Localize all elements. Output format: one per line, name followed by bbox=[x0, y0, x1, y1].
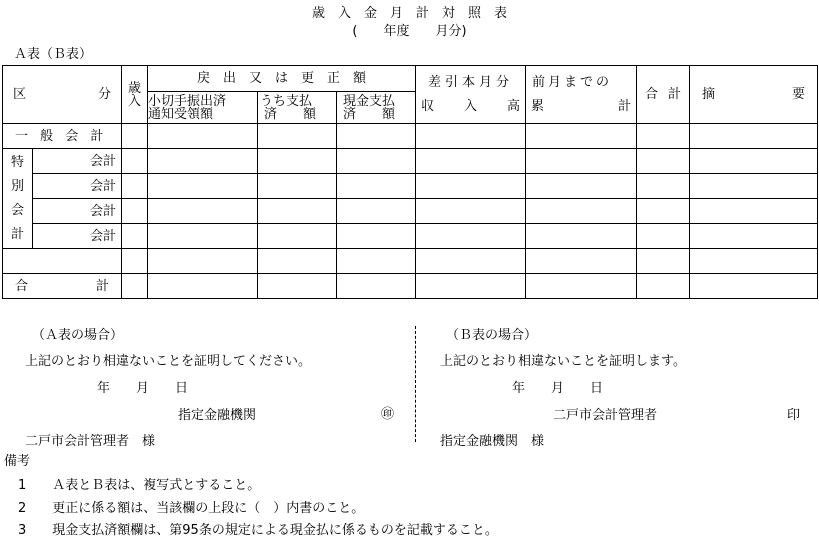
header-refund-group: 戻 出 又 は 更 正 額 bbox=[148, 66, 416, 92]
cell[interactable] bbox=[148, 124, 258, 149]
special-item-label: 会計 bbox=[33, 224, 122, 249]
cell[interactable] bbox=[526, 274, 637, 299]
note-item-1: 1 Ａ表とＢ表は、複写式とすること。 bbox=[18, 478, 261, 493]
special-label-char-2: 別 bbox=[10, 178, 24, 194]
header-total-char-1: 合 bbox=[645, 87, 659, 102]
cell[interactable] bbox=[637, 224, 690, 249]
header-refund-sub-1-line-2: 通知受領額 bbox=[148, 106, 214, 122]
cell[interactable] bbox=[637, 199, 690, 224]
cell[interactable] bbox=[148, 224, 258, 249]
header-net-receipts-char-2: 入 bbox=[463, 98, 477, 114]
cell[interactable] bbox=[148, 199, 258, 224]
header-total bbox=[637, 66, 690, 124]
header-refund-sub-3 bbox=[337, 92, 416, 124]
special-item-label: 会計 bbox=[33, 149, 122, 174]
special-item-label: 会計 bbox=[33, 174, 122, 199]
ledger-table bbox=[2, 65, 818, 299]
header-refund-sub-3-line-1: 現金支払 bbox=[343, 93, 396, 109]
cert-a-seal: ㊞ bbox=[381, 407, 395, 422]
cell[interactable] bbox=[690, 174, 818, 199]
header-category-char-1: 区 bbox=[13, 87, 27, 102]
cell[interactable] bbox=[258, 174, 337, 199]
cell[interactable] bbox=[526, 174, 637, 199]
cell[interactable] bbox=[148, 249, 258, 274]
cell[interactable] bbox=[122, 224, 148, 249]
cell[interactable] bbox=[526, 249, 637, 274]
header-remarks bbox=[690, 66, 818, 124]
header-refund-sub-1 bbox=[148, 92, 258, 124]
note-item-2: 2 更正に係る額は、当該欄の上段に（ ）内書のこと。 bbox=[18, 501, 365, 516]
cell[interactable] bbox=[337, 274, 416, 299]
header-refund-sub-2 bbox=[258, 92, 337, 124]
cell[interactable] bbox=[637, 124, 690, 149]
header-cumulative-line-1: 前月までの bbox=[532, 74, 613, 90]
special-item-label: 会計 bbox=[33, 199, 122, 224]
row-special-4 bbox=[3, 224, 818, 249]
cell[interactable] bbox=[690, 149, 818, 174]
header-remarks-char-2: 要 bbox=[791, 87, 805, 102]
header-net-receipts-line-1: 差引本月分 bbox=[427, 74, 513, 90]
cell[interactable] bbox=[416, 224, 526, 249]
cell[interactable] bbox=[337, 224, 416, 249]
row-special-3 bbox=[3, 199, 818, 224]
cell[interactable] bbox=[122, 174, 148, 199]
header-revenue bbox=[122, 66, 148, 124]
cell[interactable] bbox=[690, 124, 818, 149]
header-refund-sub-2-line-1: うち支払 bbox=[260, 93, 313, 109]
cell[interactable] bbox=[416, 274, 526, 299]
header-refund-sub-2-line-2: 済 額 bbox=[264, 106, 317, 122]
cell[interactable] bbox=[637, 174, 690, 199]
row-total bbox=[3, 274, 818, 299]
cell[interactable] bbox=[258, 274, 337, 299]
cert-a-date: 年 月 日 bbox=[97, 381, 189, 396]
note-item-3: 3 現金支払済額欄は、第95条の規定による現金払に係るものを記載すること。 bbox=[18, 523, 498, 538]
special-label-char-4: 計 bbox=[10, 226, 24, 242]
cert-a-institution: 指定金融機関 bbox=[178, 408, 257, 423]
cell[interactable] bbox=[258, 124, 337, 149]
cert-a-statement: 上記のとおり相違ないことを証明してください。 bbox=[25, 354, 312, 369]
document-title: 歳 入 金 月 計 対 照 表 bbox=[311, 6, 507, 21]
header-refund-sub-1-line-1: 小切手振出済 bbox=[148, 93, 227, 109]
cert-b-date: 年 月 日 bbox=[512, 381, 604, 396]
header-category bbox=[3, 66, 122, 124]
cert-b-heading: （Ｂ表の場合） bbox=[446, 328, 538, 343]
notes-heading: 備考 bbox=[4, 454, 31, 469]
special-account-vertical-label bbox=[3, 149, 33, 249]
cell[interactable] bbox=[148, 174, 258, 199]
cert-b-addressee: 指定金融機関 様 bbox=[440, 434, 545, 449]
cell[interactable] bbox=[690, 199, 818, 224]
cell[interactable] bbox=[122, 274, 148, 299]
cert-a-addressee: 二戸市会計管理者 様 bbox=[25, 434, 156, 449]
cell[interactable] bbox=[690, 274, 818, 299]
table-label: Ａ表（Ｂ表） bbox=[14, 47, 93, 62]
cell[interactable] bbox=[416, 174, 526, 199]
dashed-divider bbox=[415, 326, 416, 442]
cell[interactable] bbox=[258, 224, 337, 249]
cell[interactable] bbox=[337, 149, 416, 174]
header-net-receipts-char-3: 高 bbox=[506, 98, 520, 114]
cell[interactable] bbox=[526, 149, 637, 174]
cell[interactable] bbox=[637, 249, 690, 274]
cert-b-statement: 上記のとおり相違ないことを証明します。 bbox=[440, 354, 686, 369]
cell[interactable] bbox=[122, 199, 148, 224]
header-remarks-char-1: 摘 bbox=[702, 87, 716, 102]
cell[interactable] bbox=[690, 224, 818, 249]
special-label-char-1: 特 bbox=[10, 154, 24, 170]
header-net-receipts-char-1: 収 bbox=[421, 98, 435, 114]
cell[interactable] bbox=[637, 149, 690, 174]
header-category-char-2: 分 bbox=[97, 87, 111, 102]
header-total-char-2: 計 bbox=[667, 87, 681, 102]
row-total-char-2: 計 bbox=[95, 278, 109, 294]
header-refund-sub-3-line-2: 済 額 bbox=[343, 106, 396, 122]
cell[interactable] bbox=[337, 124, 416, 149]
header-revenue-char-1: 歳 bbox=[127, 80, 141, 96]
row-special-2 bbox=[3, 174, 818, 199]
cell[interactable] bbox=[337, 249, 416, 274]
row-general-label: 一 般 会 計 bbox=[3, 124, 122, 149]
cell[interactable] bbox=[637, 274, 690, 299]
header-cumulative-char-1: 累 bbox=[531, 98, 545, 114]
row-general bbox=[3, 124, 818, 149]
header-row-1 bbox=[3, 66, 818, 92]
cell[interactable] bbox=[148, 274, 258, 299]
cert-a-heading: （Ａ表の場合） bbox=[32, 328, 124, 343]
cell[interactable] bbox=[526, 224, 637, 249]
cell[interactable] bbox=[416, 149, 526, 174]
cell[interactable] bbox=[526, 124, 637, 149]
cell[interactable] bbox=[526, 199, 637, 224]
cell[interactable] bbox=[690, 249, 818, 274]
cell[interactable] bbox=[148, 149, 258, 174]
header-net-receipts bbox=[416, 66, 526, 124]
cell[interactable] bbox=[416, 199, 526, 224]
cert-b-official: 二戸市会計管理者 bbox=[553, 408, 658, 423]
cell[interactable] bbox=[258, 249, 337, 274]
cell[interactable] bbox=[122, 124, 148, 149]
cell[interactable] bbox=[337, 199, 416, 224]
cert-b-seal: 印 bbox=[787, 408, 801, 423]
document-subtitle: ( 年度 月分) bbox=[352, 24, 467, 39]
cell[interactable] bbox=[337, 174, 416, 199]
cell[interactable] bbox=[3, 249, 122, 274]
header-cumulative bbox=[526, 66, 637, 124]
cell[interactable] bbox=[122, 249, 148, 274]
row-total-char-1: 合 bbox=[15, 278, 29, 294]
cell[interactable] bbox=[416, 124, 526, 149]
header-revenue-char-2: 入 bbox=[127, 93, 141, 109]
cell[interactable] bbox=[258, 149, 337, 174]
row-total-label bbox=[3, 274, 122, 299]
header-cumulative-char-2: 計 bbox=[617, 98, 631, 114]
row-special-1 bbox=[3, 149, 818, 174]
cell[interactable] bbox=[122, 149, 148, 174]
special-label-char-3: 会 bbox=[10, 202, 24, 218]
cell[interactable] bbox=[416, 249, 526, 274]
row-blank bbox=[3, 249, 818, 274]
cell[interactable] bbox=[258, 199, 337, 224]
